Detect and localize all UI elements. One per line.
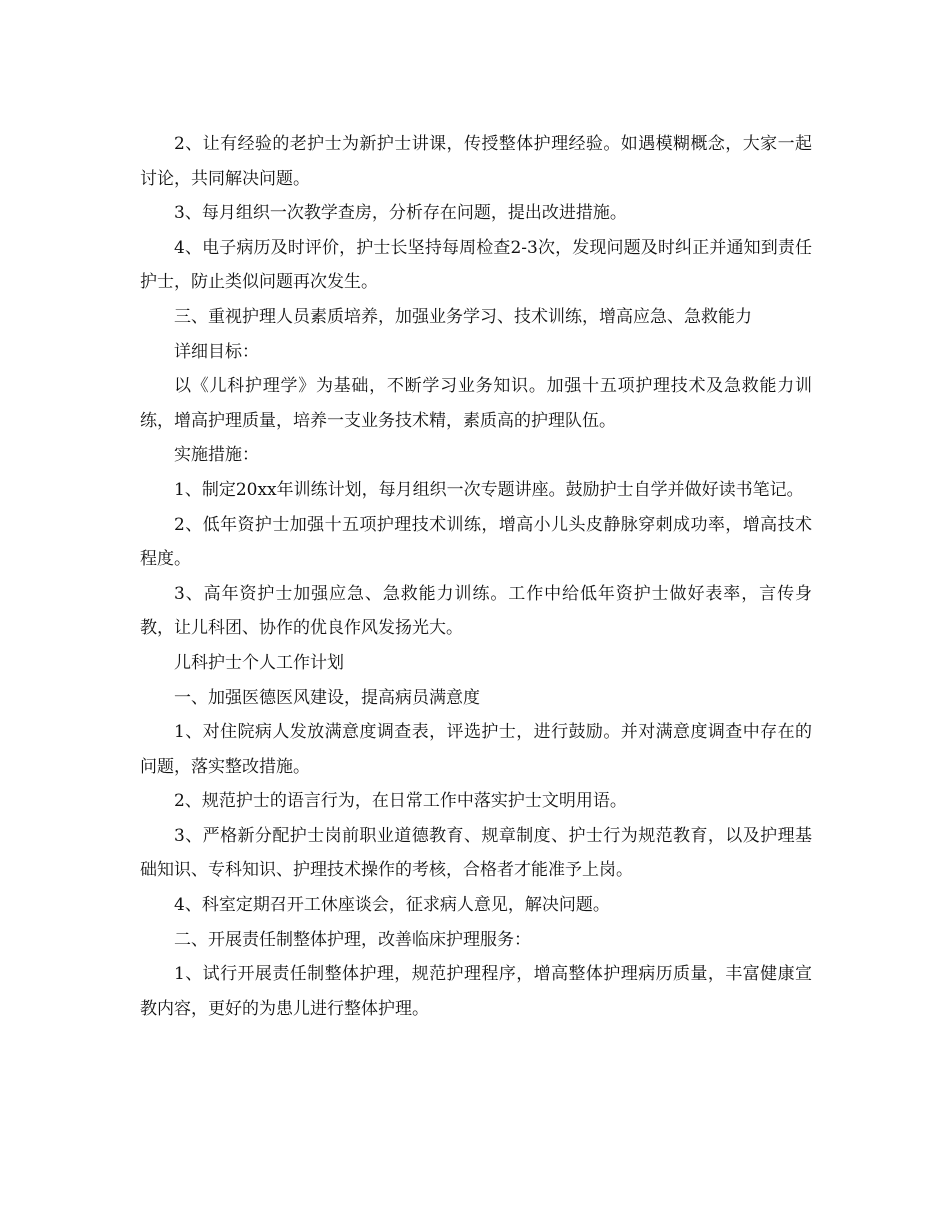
paragraph: 4、科室定期召开工休座谈会，征求病人意见，解决问题。 — [174, 895, 610, 916]
paragraph: 1、制定20xx年训练计划，每月组织一次专题讲座。鼓励护士自学并做好读书笔记。 — [174, 479, 804, 500]
paragraph: 2、让有经验的老护士为新护士讲课，传授整体护理经验。如遇模糊概念，大家一起讨论，共同解决问题。 — [140, 134, 812, 189]
section-heading: 一、加强医德医风建设，提高病员满意度 — [174, 687, 480, 708]
paragraph: 1、试行开展责任制整体护理，规范护理程序，增高整体护理病历质量，丰富健康宣教内容，更好的为患儿进行整体护理。 — [140, 964, 812, 1019]
paragraph: 4、电子病历及时评价，护士长坚持每周检查2-3次，发现问题及时纠正并通知到责任护士，防止类似问题再次发生。 — [140, 237, 812, 293]
subheading: 实施措施： — [174, 445, 259, 466]
paragraph: 3、每月组织一次教学查房，分析存在问题，提出改进措施。 — [174, 203, 627, 224]
section-heading: 二、开展责任制整体护理，改善临床护理服务： — [174, 929, 531, 950]
document-title: 儿科护士个人工作计划 — [174, 652, 344, 673]
document-body — [140, 127, 812, 1026]
paragraph: 3、高年资护士加强应急、急救能力训练。工作中给低年资护士做好表率，言传身教，让儿科团、协作的优良作风发扬光大。 — [140, 583, 812, 639]
paragraph: 2、低年资护士加强十五项护理技术训练，增高小儿头皮静脉穿刺成功率，增高技术程度。 — [140, 514, 812, 570]
subheading: 详细目标： — [174, 341, 259, 362]
paragraph: 1、对住院病人发放满意度调查表，评选护士，进行鼓励。并对满意度调查中存在的问题，落实整改措施。 — [140, 722, 812, 777]
paragraph: 3、严格新分配护士岗前职业道德教育、规章制度、护士行为规范教育，以及护理基础知识、专科知识、护理技术操作的考核，合格者才能准予上岗。 — [140, 825, 812, 881]
paragraph: 2、规范护士的语言行为，在日常工作中落实护士文明用语。 — [174, 791, 627, 812]
section-heading: 三、重视护理人员素质培养，加强业务学习、技术训练，增高应急、急救能力 — [174, 306, 752, 327]
paragraph: 以《儿科护理学》为基础，不断学习业务知识。加强十五项护理技术及急救能力训练，增高护理质量，培养一支业务技术精，素质高的护理队伍。 — [140, 376, 812, 431]
